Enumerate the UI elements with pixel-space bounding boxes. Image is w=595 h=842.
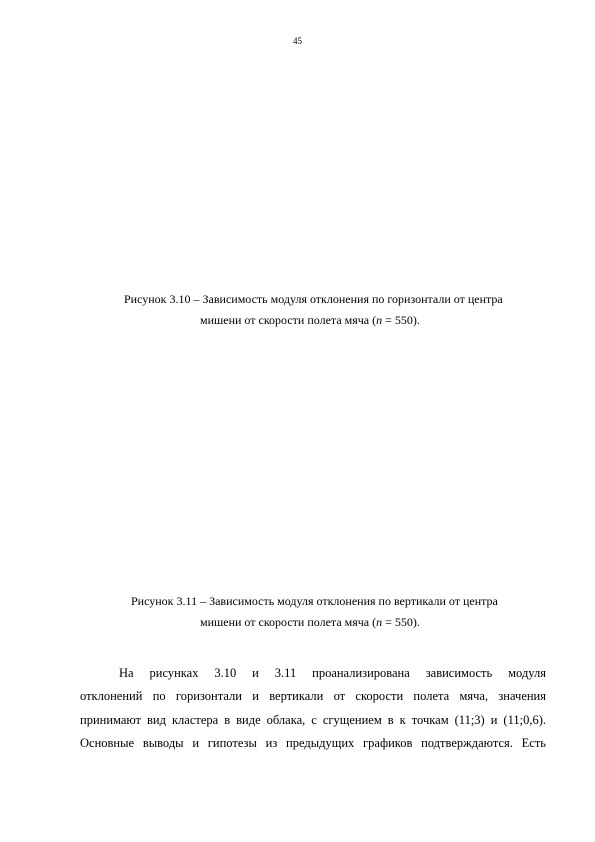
caption-variable: n xyxy=(376,313,383,327)
paragraph-line: Основные выводы и гипотезы из предыдущих графиков подтверждаются. Есть xyxy=(80,735,546,750)
figure-3-11-caption xyxy=(0,591,595,633)
caption-variable: n xyxy=(376,615,383,629)
caption-line xyxy=(0,310,595,331)
figure-3-10-area xyxy=(80,58,520,283)
figure-3-11-area xyxy=(80,345,520,580)
caption-line: Рисунок 3.11 – Зависимость модуля отклонения по вертикали от центра xyxy=(131,594,498,608)
figure-3-10-caption xyxy=(0,289,595,331)
caption-line: Рисунок 3.10 – Зависимость модуля отклонения по горизонтали от центра xyxy=(124,292,503,306)
paragraph-line: принимают вид кластера в виде облака, с сгущением в к точкам (11;3) и (11;0,6). xyxy=(80,712,546,727)
page-number: 45 xyxy=(293,36,302,46)
caption-text: = 550). xyxy=(382,615,420,629)
caption-text: = 550). xyxy=(382,313,420,327)
caption-text: мишени от скорости полета мяча ( xyxy=(200,615,377,629)
body-paragraph xyxy=(80,662,546,755)
caption-text: мишени от скорости полета мяча ( xyxy=(200,313,377,327)
paragraph-line: На рисунках 3.10 и 3.11 проанализирована зависимость модуля xyxy=(119,666,546,680)
paragraph-line: отклонений по горизонтали и вертикали от скорости полета мяча, значения xyxy=(80,689,546,704)
caption-line xyxy=(0,612,595,633)
